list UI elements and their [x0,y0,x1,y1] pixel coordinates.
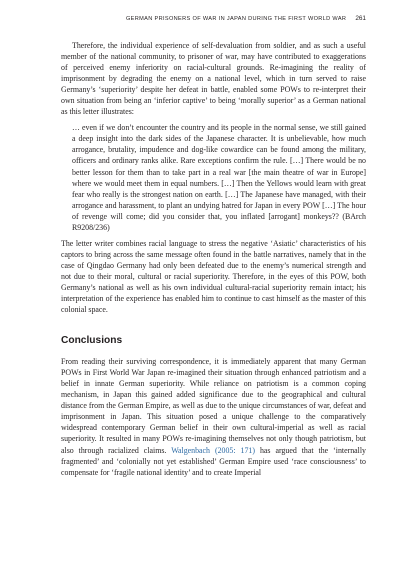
paragraph-3 [61,356,366,478]
paragraph-3-text-a: From reading their surviving correspondence, it is immediately apparent that many German POWs in First World War Japan re-imagined their situation through enhanced patriotism and a belief in innate German superiority. While reliance on patriotism is a common coping mechanism, in Japan this gained added significance due to the geographical and cultural distance from the German Empire, as well as due to the unique circumstances of war, defeat and imprisonment in Japan. This situation posed a unique challenge to the comparatively widespread contemporary German belief in their own cultural-imperial as well as racial superiority. It resulted in many POWs re-imagining themselves not only though patriotism, but also through racialized claims. [61,357,366,455]
paragraph-3-text-b: has argued that the ‘internally fragmented’ and ‘colonially not yet established’ German Empire used ‘race consciousness’ to compensate for ‘fragile national identity’ and to create Imperial [61,445,366,477]
paragraph-2: The letter writer combines racial language to stress the negative ‘Asiatic’ characteristics of his captors to bring across the same message often found in the battle narratives, namely that in the case of Qingdao Germany had only been defeated due to the enemy’s numerical strength and not due to their moral, cultural or racial superiority. Therefore, in the eyes of this POW, both Germany’s national as well as his own individual cultural-racial superiority remain intact; his interpretation of the experience has enabled him to continue to cast himself as the master of this colonial space. [61,238,366,315]
running-title: GERMAN PRISONERS OF WAR IN JAPAN DURING THE FIRST WORLD WAR [125,16,347,22]
citation-link-walgenbach[interactable]: Walgenbach (2005: 171) [171,445,255,455]
page-body [61,40,366,478]
block-quote: … even if we don’t encounter the country and its people in the normal sense, we still gained a deep insight into the dark sides of the Japanese character. It is unbelievable, how much arrogance, brutality, impudence and dog-like cowardice can be found among the military, officers and ordinary ranks alike. Rare exceptions confirm the rule. […] There would be no better lesson for them than to take part in a real war [the main theatre of war in Europe] where we would meet them in equal numbers. […] Then the Yellows would learn with great fear who really is the strongest nation on earth. […] The Japanese have managed, with their arrogance and harassment, to plant an undying hatred for Japan in every POW […] The hour of revenge will come; did you consider that, you inflated [arrogant] monkeys?? (BArch R9208/236) [72,123,366,232]
section-heading-conclusions: Conclusions [61,335,123,347]
paragraph-1: Therefore, the individual experience of self-devaluation from soldier, and as such a useful member of the national community, to prisoner of war, may have contributed to exaggerations of perceived enemy inferiority on racial-cultural grounds. Re-imagining the reality of imprisonment by degrading the enemy on a national level, which in turn served to raise Germany’s ‘superiority’ despite her defeat in battle, enabled some POWs to re-interpret their own situation from being an ‘inferior captive’ to being ‘morally superior’ as a German national as this letter illustrates: [61,41,366,117]
running-header [90,15,366,22]
page-number: 261 [355,15,366,22]
